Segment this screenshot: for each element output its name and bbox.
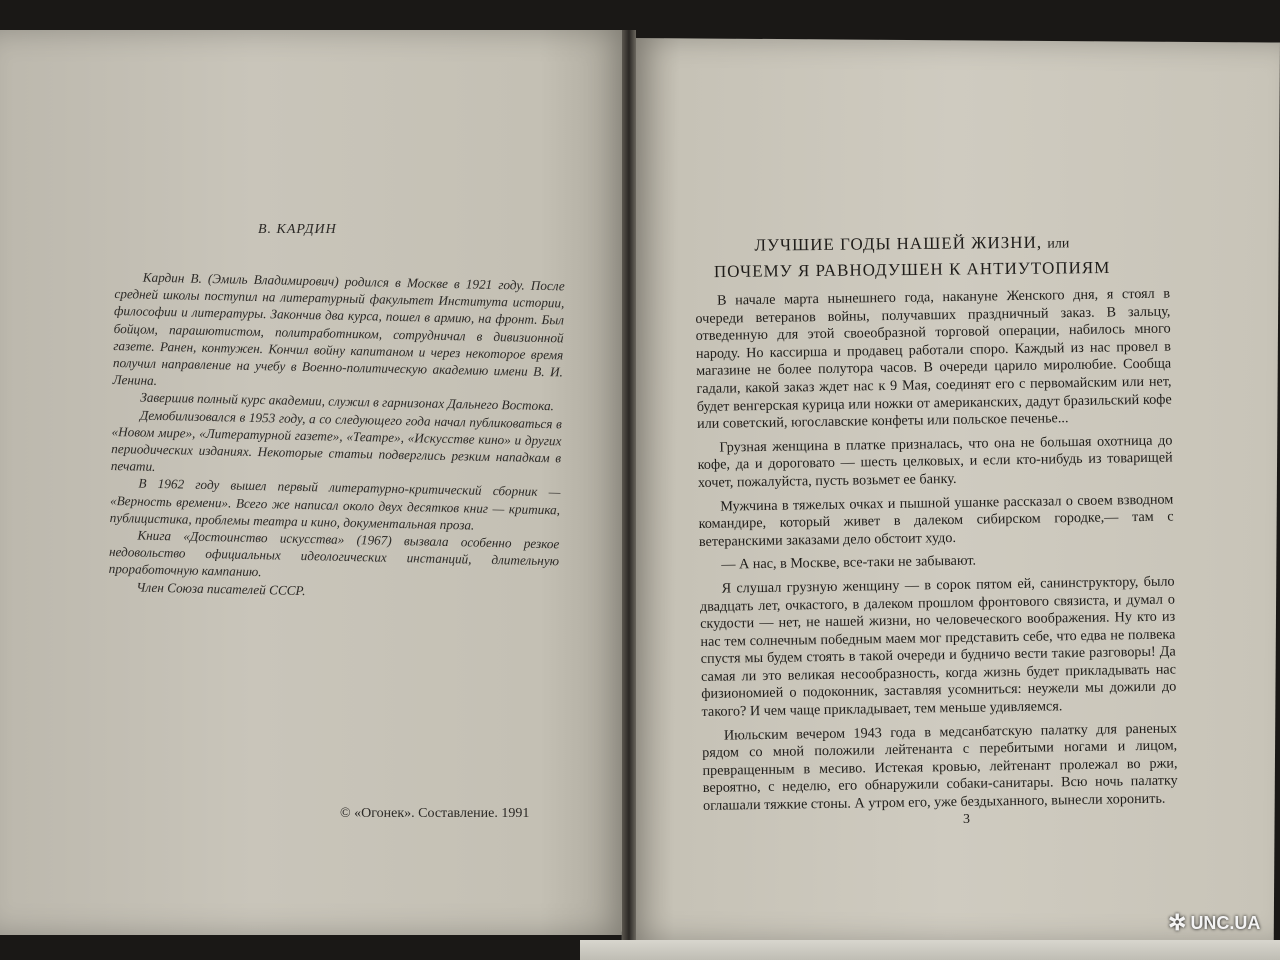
body-paragraph: Июльским вечером 1943 года в медсанбатскую палатку для раненых рядом со мной положили лейтенанта с перебитыми ногами и лицом, превращенным в месиво. Истекая кровью, лейтенант пролежал во ржи, вероятно, с неделю, его обнаружили собаки-санитары. Всю ночь палатку оглашали тяжкие стоны. А утром его, уже бездыханного, вынесли хоронить. (702, 720, 1178, 814)
page-number: 3 (963, 812, 970, 827)
body-paragraph: В начале марта нынешнего года, накануне Женского дня, я стоял в очереди ветеранов войны, получавших праздничный заказ. В зальцу, отведенную для этой своеобразной торговой операции, набилось много народу. Но кассирша и продавец работали споро. Каждый из нас провел в магазине не более полутора часов. В очереди царило миролюбие. Сообща гадали, какой заказ ждет нас к 9 Мая, соединят его с первомайским или нет, будет венгерская курица или ножки от американских, дадут бразильский кофе или советский, югославские конфеты или польское печенье... (695, 285, 1172, 433)
bio-paragraph: Завершив полный курс академии, служил в гарнизонах Дальнего Востока. (140, 389, 555, 414)
author-name: В. КАРДИН (258, 222, 337, 237)
body-paragraph: Грузная женщина в платке призналась, что она не большая охотница до кофе, да и дороговато — шесть целковых, и если кто-нибудь из товарищей хочет, пожалуйста, пусть возьмет ее банку. (697, 432, 1173, 491)
chapter-title (692, 230, 1132, 285)
bio-paragraph: Книга «Достоинство искусства» (1967) вызвала особенно резкое недовольство официальных идеологических инстанций, длительную проработочную кампанию. (108, 527, 560, 580)
copyright-line: © «Огонек». Составление. 1991 (340, 806, 530, 821)
bio-paragraph: Кардин В. (Эмиль Владимирович) родился в Москве в 1921 году. После средней школы поступил на литературный факультет Института истории, философии и литературы. Закончив два курса, пошел в армию, на фронт. Был бойцом, парашютистом, политработником, сотрудничал в дивизионной газете. Ранен, контужен. Кончил войну капитаном и через некоторое время получил направление на учебу в Военно-политическую академию имени В. И. Ленина. (112, 269, 565, 389)
ruler (580, 940, 1280, 960)
bio-paragraph: Член Союза писателей СССР. (136, 579, 306, 598)
body-paragraph: — А нас, в Москве, все-таки не забывают. (721, 552, 977, 573)
author-bio (108, 268, 565, 604)
title-main: ЛУЧШИЕ ГОДЫ НАШЕЙ ЖИЗНИ, (754, 232, 1043, 255)
star-icon: ✲ (1168, 910, 1187, 935)
bio-paragraph: Демобилизовался в 1953 году, а со следующего года начал публиковаться в «Новом мире», «Литературной газете», «Театре», «Искусстве кино» и других периодических изданиях. Некоторые статьи подверглись резким нападкам в печати. (110, 407, 562, 475)
body-paragraph: Мужчина в тяжелых очках и пышной ушанке рассказал о своем взводном командире, который живет в далеком сибирском городке,— там с ветеранскими заказами дело обстоит худо. (698, 491, 1174, 550)
watermark-text: UNC.UA (1190, 912, 1261, 933)
chapter-body (695, 286, 1178, 822)
watermark (1168, 910, 1260, 936)
title-line-2: ПОЧЕМУ Я РАВНОДУШЕН К АНТИУТОПИЯМ (713, 257, 1111, 282)
body-paragraph: Я слушал грузную женщину — в сорок пятом ей, санинструктору, было двадцать лет, очкастого, в далеком прошлом фронтового связиста, и думал о скудости — нет, не нашей жизни, но человеческого воображения. Ну кто из нас тем солнечным победным маем мог представить себе, что едва не полвека спустя мы будем стоять в такой очереди и будничо вести такие разговоры! Да самая ли это великая несообразность, когда жизнь будет прикладывать нас физиономией о подоконник, заставляя усомниться: неужели мы дожили до такого? И чем чаще прикладывает, тем меньше удивляемся. (699, 573, 1177, 721)
title-or: или (1047, 236, 1070, 252)
book-spine (622, 30, 636, 940)
bio-paragraph: В 1962 году вышел первый литературно-критический сборник — «Верность времени». Всего же написал около двух десятков книг — критика, публицистика, проблемы театра и кино, документальная проза. (109, 475, 561, 533)
